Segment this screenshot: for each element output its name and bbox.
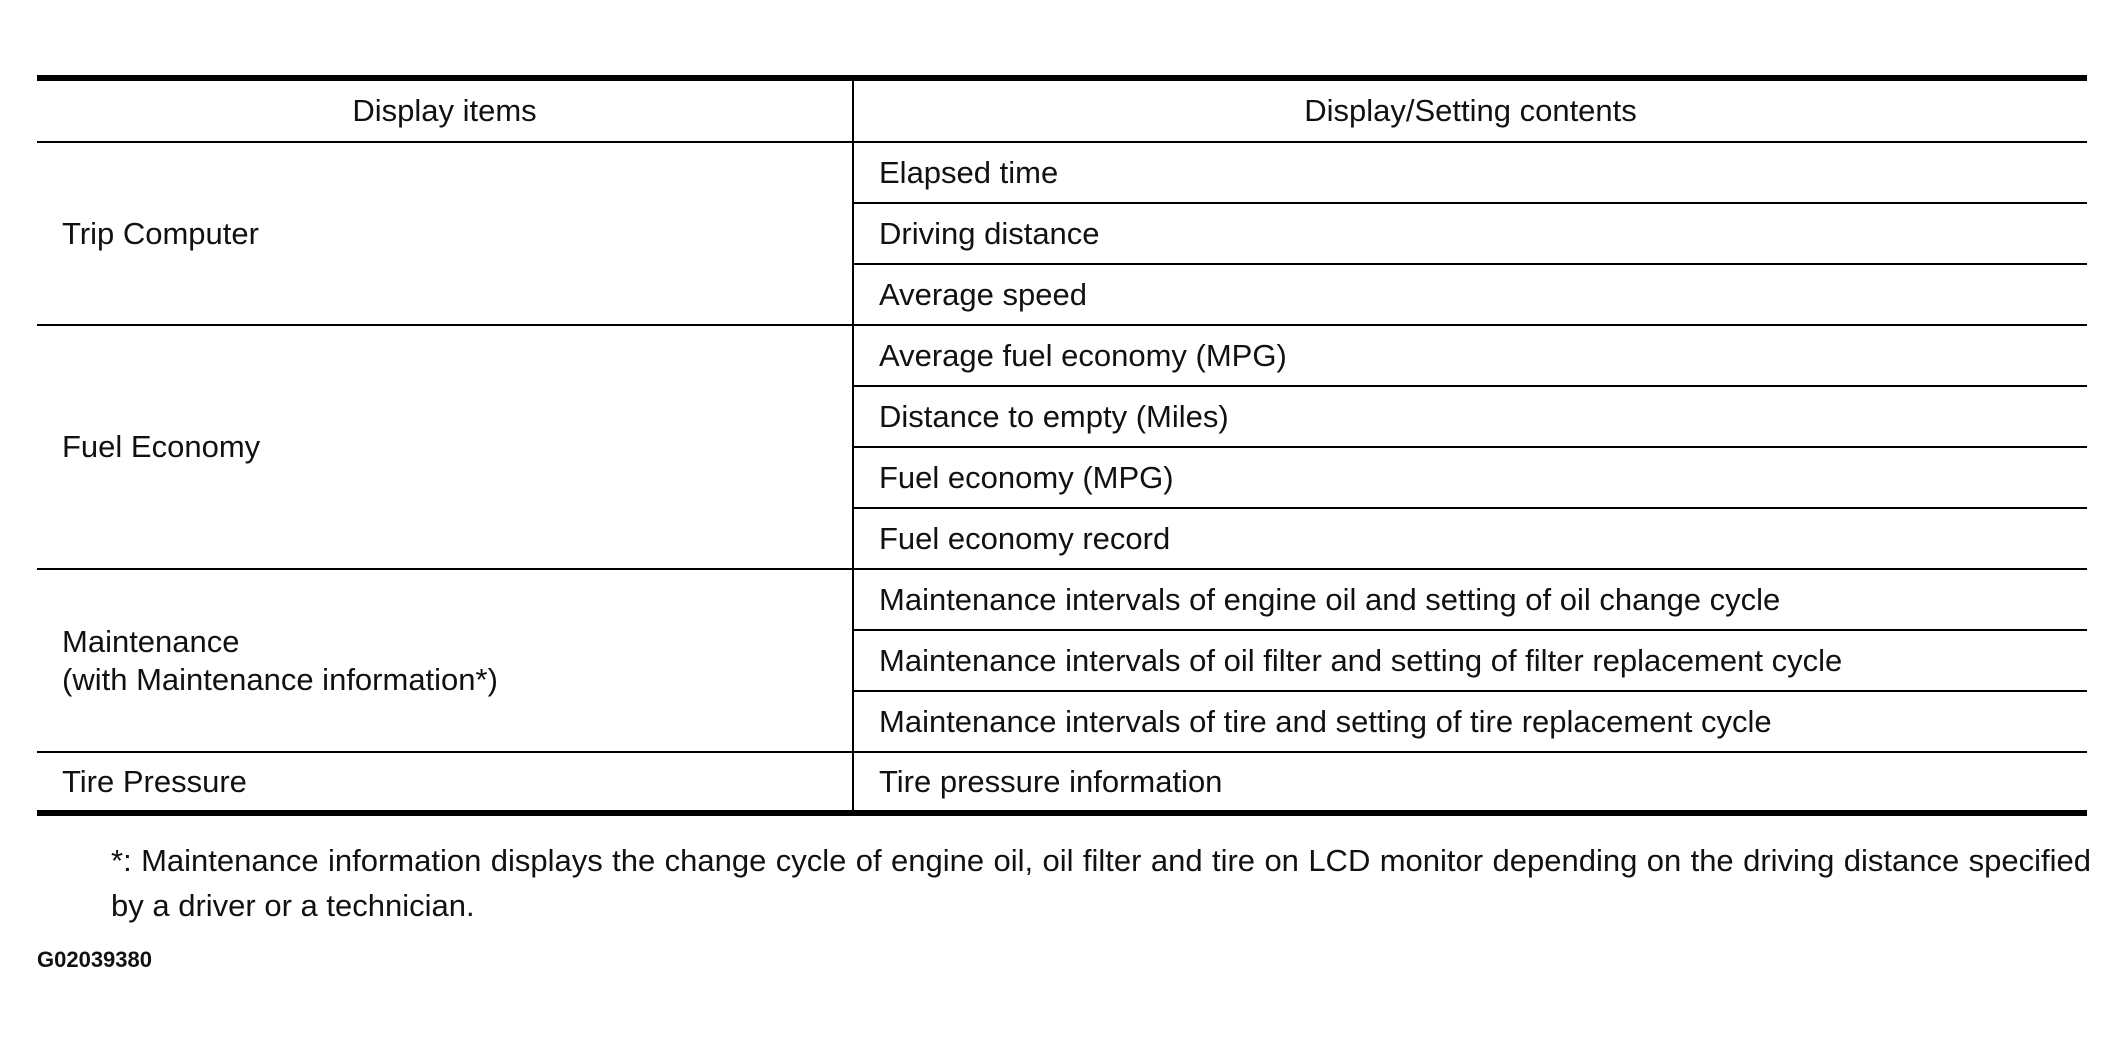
- document-body: [37, 75, 2087, 816]
- footnote: *: Maintenance information displays the change cycle of engine oil, oil filter and tire on LCD monitor depending on the driving distance specified by a driver or a technician.: [111, 843, 2091, 923]
- content-cell: Maintenance intervals of engine oil and setting of oil change cycle: [853, 569, 2087, 630]
- table-row: [37, 569, 2087, 630]
- display-item-label: Fuel Economy: [62, 429, 261, 464]
- display-item-cell: [37, 142, 853, 325]
- display-item-cell: [37, 325, 853, 569]
- display-item-cell: [37, 569, 853, 752]
- display-item-cell: [37, 752, 853, 813]
- figure-id: G02039380: [37, 947, 152, 972]
- content-cell: Maintenance intervals of oil filter and setting of filter replacement cycle: [853, 630, 2087, 691]
- header-display-items: Display items: [37, 78, 853, 142]
- table-row: [37, 752, 2087, 813]
- content-cell: Tire pressure information: [879, 763, 1223, 799]
- content-cell: Maintenance intervals of tire and setting of tire replacement cycle: [853, 691, 2087, 752]
- display-item-label: Maintenance (with Maintenance information*): [62, 623, 498, 697]
- display-item-label: Tire Pressure: [62, 763, 247, 799]
- display-items-table: [37, 75, 2087, 816]
- display-item-label: Trip Computer: [62, 215, 259, 251]
- content-cell: Distance to empty (Miles): [853, 386, 2087, 447]
- content-cell: Fuel economy record: [853, 508, 2087, 569]
- content-cell: Driving distance: [853, 203, 2087, 264]
- content-cell: Elapsed time: [853, 142, 2087, 203]
- content-cell: Average fuel economy (MPG): [853, 325, 2087, 386]
- header-display-setting-contents: Display/Setting contents: [853, 78, 2087, 142]
- table-header-row: [37, 78, 2087, 142]
- table-row: [37, 325, 2087, 386]
- content-cell: Fuel economy (MPG): [853, 447, 2087, 508]
- content-cell: Average speed: [853, 264, 2087, 325]
- table-row: [37, 142, 2087, 203]
